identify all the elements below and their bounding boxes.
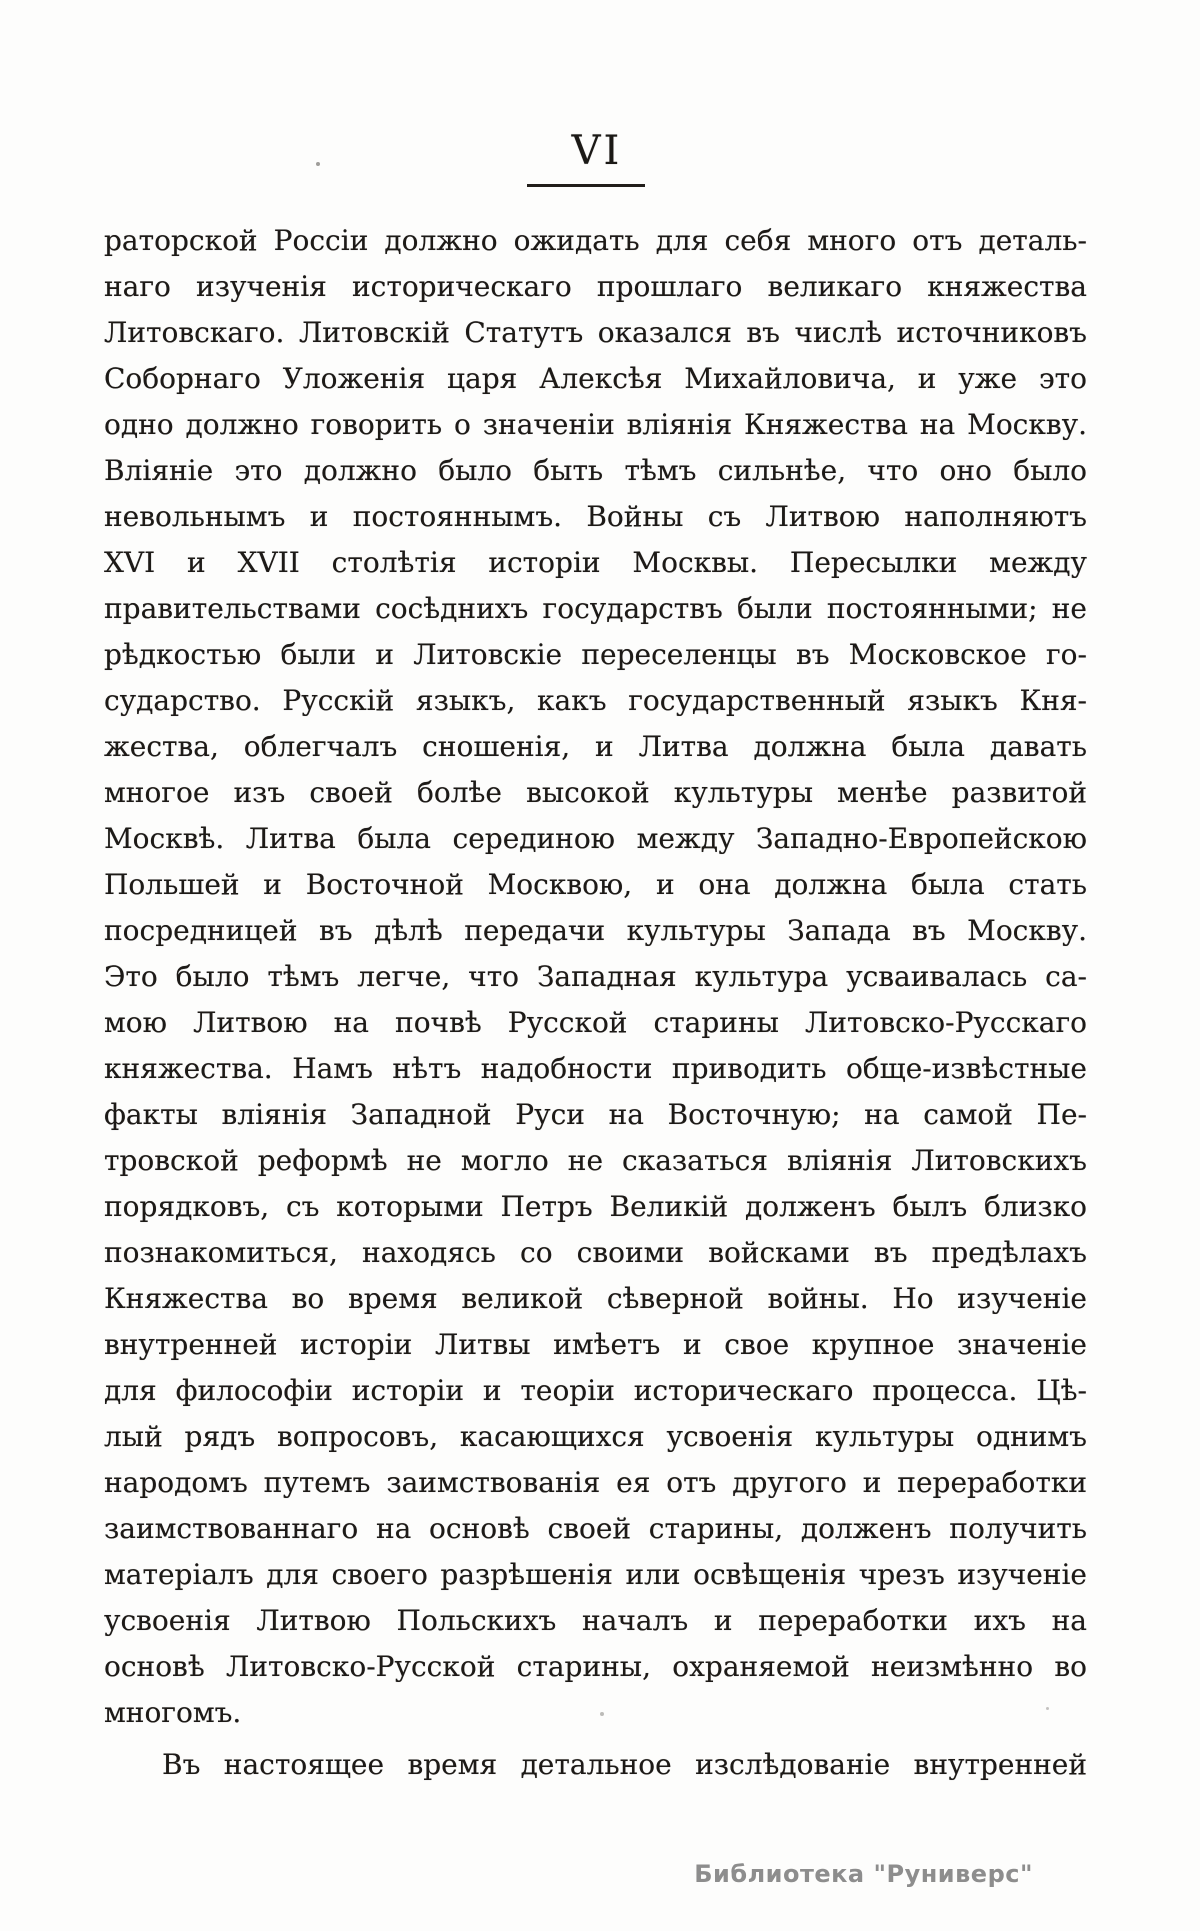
text-line: рѣдкостью были и Литовскіе переселенцы въ Московское го- bbox=[104, 638, 1087, 671]
text-line: многое изъ своей болѣе высокой культуры менѣе развитой bbox=[104, 776, 1087, 809]
text-line: жества, облегчалъ сношенія, и Литва должна была давать bbox=[104, 730, 1087, 763]
library-watermark: Библиотека "Руниверс" bbox=[694, 1860, 1033, 1888]
text-line: посредницей въ дѣлѣ передачи культуры Запада въ Москву. bbox=[104, 914, 1087, 947]
text-line: раторской Россіи должно ожидать для себя много отъ деталь- bbox=[104, 224, 1087, 257]
text-line: порядковъ, съ которыми Петръ Великій долженъ былъ близко bbox=[104, 1190, 1087, 1223]
text-line: усвоенія Литвою Польскихъ началъ и переработки ихъ на bbox=[104, 1604, 1087, 1637]
text-line: одно должно говорить о значеніи вліянія Княжества на Москву. bbox=[104, 408, 1087, 441]
text-line: для философіи исторіи и теоріи историческаго процесса. Цѣ- bbox=[104, 1374, 1087, 1407]
text-line: факты вліянія Западной Руси на Восточную; на самой Пе- bbox=[104, 1098, 1087, 1131]
text-line: лый рядъ вопросовъ, касающихся усвоенія культуры однимъ bbox=[104, 1420, 1087, 1453]
ink-speck bbox=[1046, 1707, 1049, 1710]
text-line: Польшей и Восточной Москвою, и она должна была стать bbox=[104, 868, 1087, 901]
text-line: заимствованнаго на основѣ своей старины, долженъ получить bbox=[104, 1512, 1087, 1545]
text-line: Вліяніе это должно было быть тѣмъ сильнѣе, что оно было bbox=[104, 454, 1087, 487]
text-line: Соборнаго Уложенія царя Алексѣя Михайловича, и уже это bbox=[104, 362, 1087, 395]
text-line: народомъ путемъ заимствованія ея отъ другого и переработки bbox=[104, 1466, 1087, 1499]
text-line: мою Литвою на почвѣ Русской старины Литовско-Русскаго bbox=[104, 1006, 1087, 1039]
paragraph bbox=[104, 1742, 1087, 1788]
page-number: VI bbox=[571, 128, 623, 174]
text-line: основѣ Литовско-Русской старины, охраняемой неизмѣнно во bbox=[104, 1650, 1087, 1683]
ink-speck bbox=[316, 162, 320, 166]
text-line: наго изученія историческаго прошлаго великаго княжества bbox=[104, 270, 1087, 303]
text-line: внутренней исторіи Литвы имѣетъ и свое крупное значеніе bbox=[104, 1328, 1087, 1361]
text-line: Москвѣ. Литва была серединою между Западно-Европейскою bbox=[104, 822, 1087, 855]
text-line: Княжества во время великой сѣверной войны. Но изученіе bbox=[104, 1282, 1087, 1315]
paragraph bbox=[104, 218, 1087, 1736]
text-line: Въ настоящее время детальное изслѣдованіе внутренней bbox=[162, 1748, 1087, 1781]
text-line: XVI и XVII столѣтія исторіи Москвы. Пересылки между bbox=[104, 546, 1087, 579]
text-block bbox=[104, 218, 1087, 1788]
text-line: матеріалъ для своего разрѣшенія или освѣщенія чрезъ изученіе bbox=[104, 1558, 1087, 1591]
ink-speck bbox=[600, 1712, 604, 1716]
text-line: Это было тѣмъ легче, что Западная культура усваивалась са- bbox=[104, 960, 1087, 993]
text-line: невольнымъ и постояннымъ. Войны съ Литвою наполняютъ bbox=[104, 500, 1087, 533]
text-line: Литовскаго. Литовскій Статутъ оказался въ числѣ источниковъ bbox=[104, 316, 1087, 349]
text-line: тровской реформѣ не могло не сказаться вліянія Литовскихъ bbox=[104, 1144, 1087, 1177]
text-line: княжества. Намъ нѣтъ надобности приводить обще-извѣстные bbox=[104, 1052, 1087, 1085]
page-number-rule bbox=[527, 184, 645, 187]
text-line: сударство. Русскій языкъ, какъ государственный языкъ Кня- bbox=[104, 684, 1087, 717]
text-line: познакомиться, находясь со своими войсками въ предѣлахъ bbox=[104, 1236, 1087, 1269]
text-line: многомъ. bbox=[104, 1696, 242, 1729]
text-line: правительствами сосѣднихъ государствъ были постоянными; не bbox=[104, 592, 1087, 625]
